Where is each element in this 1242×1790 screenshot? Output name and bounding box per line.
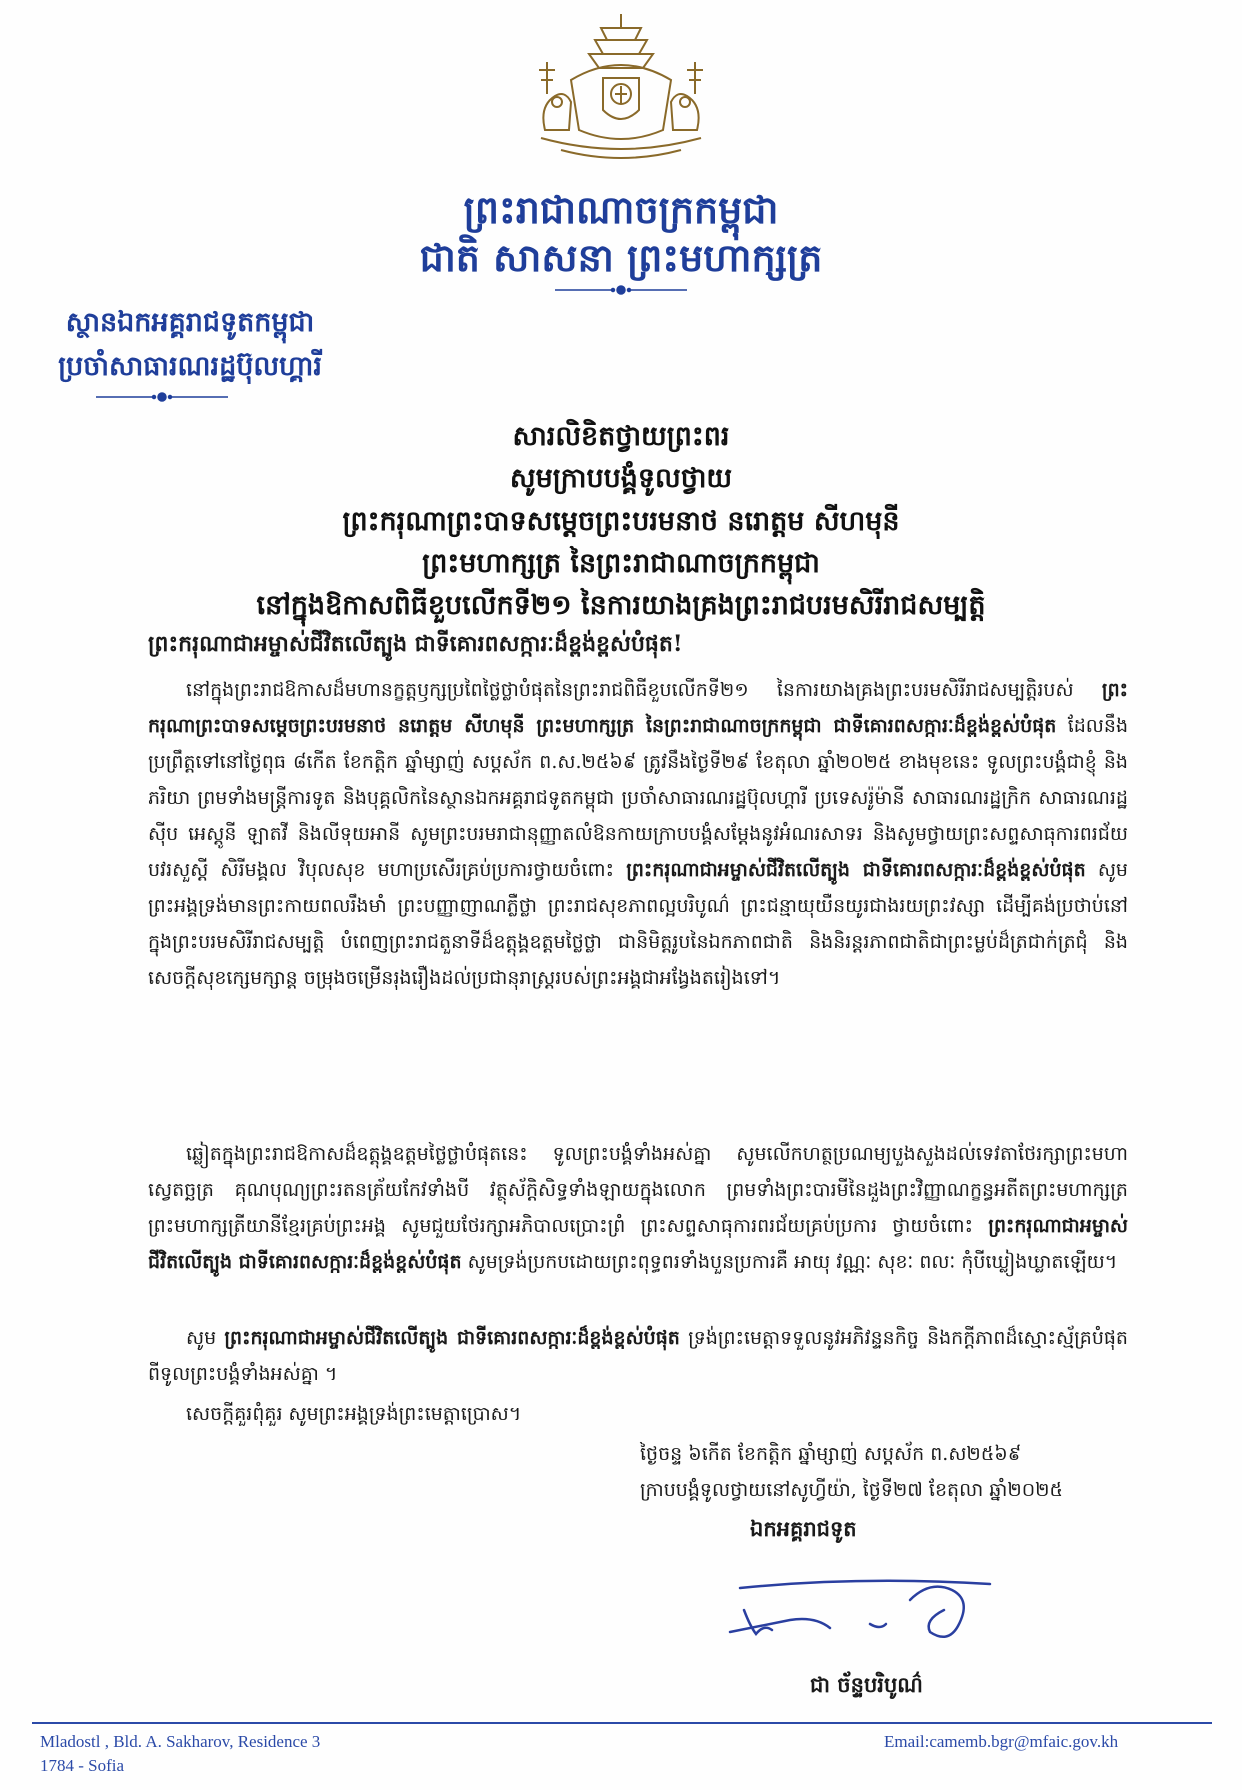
paragraph-2 bbox=[148, 1136, 1128, 1321]
paragraph-text: ទ្រង់ព្រះមេត្តាទទួលនូវអភិវន្ទនកិច្ច និងកក្តីភាពដ៏ស្មោះស្ម័គ្របំផុត ពីទូលព្រះបង្គំទាំងអស់គ្នា ។ bbox=[148, 1327, 1128, 1385]
paragraph-text: សូម bbox=[186, 1327, 217, 1349]
letter-title-line5: នៅក្នុងឱកាសពិធីខួបលើកទី២១ នៃការយាងគ្រងព្រះរាជបរមសិរីរាជសម្បត្តិ bbox=[256, 590, 986, 621]
closing-line: សេចក្តីគួរពុំគួរ សូមព្រះអង្គទ្រង់ព្រះមេត្តាប្រោស។ bbox=[186, 1403, 522, 1425]
paragraph-1 bbox=[148, 672, 1128, 1132]
paragraph-text: សូមទ្រង់ប្រកបដោយព្រះពុទ្ធពរទាំងបួនប្រការគឺ អាយុ វណ្ណៈ សុខៈ ពលៈ កុំបីឃ្លៀងឃ្លាតឡើយ។ bbox=[467, 1251, 1118, 1273]
paragraph-text: ឆ្លៀតក្នុងព្រះរាជឱកាសដ៏ឧត្តុង្គឧត្តមថ្លៃថ្លាបំផុតនេះ ទូលព្រះបង្គំទាំងអស់គ្នា សូមលើកហត្ថប្រណម្យបួងសួងដល់ទេវតាថែរក្សាព្រះមហាស្វេតច្ឆត្រ គុណបុណ្យព្រះរតនត្រ័យកែវទាំងបី វត្ថុស័ក្តិសិទ្ធទាំងឡាយក្នុងលោក ព្រមទាំងព្រះបារមីនៃដួងព្រះវិញ្ញាណក្ខន្ធអតីតព្រះមហាក្សត្រ ព្រះមហាក្សត្រីយានីខ្មែរគ្រប់ព្រះអង្គ សូមជួយថែរក្សាអភិបាលប្រោះព្រំ ព្រះសព្ទសាធុការពរជ័យគ្រប់ប្រការ ថ្វាយចំពោះ bbox=[148, 1143, 1128, 1237]
letter-title-line2: សូមក្រាបបង្គំទូលថ្វាយ bbox=[509, 463, 733, 494]
letter-title: សារលិខិតថ្វាយព្រះពរ bbox=[512, 421, 730, 452]
paragraph-bold-text: ព្រះករុណាជាអម្ចាស់ជីវិតលើត្បូង ជាទីគោរពសក្ការៈដ៏ខ្ពង់ខ្ពស់បំផុត bbox=[626, 859, 1086, 881]
paragraph-bold-text: ព្រះករុណាព្រះបាទសម្តេចព្រះបរមនាថ នរោត្តម សីហមុនី ព្រះមហាក្សត្រ នៃព្រះរាជាណាចក្រកម្ពុជា ជាទីគោរពសក្ការៈដ៏ខ្ពង់ខ្ពស់បំផុត bbox=[148, 679, 1128, 737]
paragraph-text: ដែលនឹងប្រព្រឹត្តទៅនៅថ្ងៃពុធ ៨កើត ខែកត្តិក ឆ្នាំម្សាញ់ សប្តស័ក ព.ស.២៥៦៩ ត្រូវនឹងថ្ងៃទី២៩ ខែតុលា ឆ្នាំ២០២៥ ខាងមុខនេះ ទូលព្រះបង្គំជាខ្ញុំ និងភរិយា ព្រមទាំងមន្រ្តីការទូត និងបុគ្គលិកនៃស្ថានឯកអគ្គរាជទូតកម្ពុជា ប្រចាំសាធារណរដ្ឋប៊ុលហ្គារី ប្រទេសរ៉ូម៉ានី សាធារណរដ្ឋក្រិក សាធារណរដ្ឋស៊ីប អេស្តូនី ឡាតវី និងលីទុយអានី សូមព្រះបរមរាជានុញ្ញាតលំឱនកាយក្រាបបង្គំសម្តែងនូវអំណរសាទរ និងសូមថ្វាយព្រះសព្ទសាធុការពរជ័យ បវរសួស្តី សិរីមង្គល វិបុលសុខ មហាប្រសើរគ្រប់ប្រការថ្វាយចំពោះ bbox=[148, 715, 1129, 881]
embassy-name: ស្ថានឯកអគ្គរាជទូតកម្ពុជា bbox=[65, 307, 315, 338]
salutation: ព្រះករុណាជាអម្ចាស់ជីវិតលើត្បូង ជាទីគោរពសក្ការៈដ៏ខ្ពង់ខ្ពស់បំផុត! bbox=[148, 631, 683, 657]
solar-date: ក្រាបបង្គំទូលថ្វាយនៅសូហ្វីយ៉ា, ថ្ងៃទី២៧ ខែតុលា ឆ្នាំ២០២៥ bbox=[640, 1479, 1063, 1501]
paragraph-bold-text: ព្រះករុណាជាអម្ចាស់ជីវិតលើត្បូង ជាទីគោរពសក្ការៈដ៏ខ្ពង់ខ្ពស់បំផុត bbox=[224, 1327, 680, 1349]
kingdom-name: ព្រះរាជាណាចក្រកម្ពុជា bbox=[463, 187, 779, 232]
signer-name: ជា ច័ន្ទបរិបូណ៌ bbox=[810, 1672, 923, 1697]
paragraph-bold-text: ព្រះករុណាជាអម្ចាស់ជីវិតលើត្បូង ជាទីគោរពសក្ការៈដ៏ខ្ពង់ខ្ពស់បំផុត bbox=[148, 1215, 1128, 1273]
lunar-date: ថ្ងៃចន្ទ ៦កើត ខែកត្តិក ឆ្នាំម្សាញ់ សប្តស័ក ព.ស២៥៦៩ bbox=[640, 1443, 1022, 1465]
footer-divider bbox=[32, 1722, 1212, 1724]
embassy-location: ប្រចាំសាធារណរដ្ឋប៊ុលហ្គារី bbox=[58, 351, 322, 382]
paragraph-3 bbox=[148, 1320, 1128, 1400]
handwritten-signature-icon bbox=[720, 1570, 1000, 1660]
national-motto: ជាតិ សាសនា ព្រះមហាក្សត្រ bbox=[419, 235, 823, 280]
letter-title-line3: ព្រះករុណាព្រះបាទសម្តេចព្រះបរមនាថ នរោត្តម សីហមុនី bbox=[342, 506, 900, 537]
paragraph-text: សូមព្រះអង្គទ្រង់មានព្រះកាយពលរឹងមាំ ព្រះបញ្ញាញាណភ្លឺថ្លា ព្រះរាជសុខភាពល្អបរិបូណ៌ ព្រះជន្មាយុយឺនយូរជាងរយព្រះវស្សា ដើម្បីគង់ប្រថាប់នៅក្នុងព្រះបរមសិរីរាជសម្បត្តិ បំពេញព្រះរាជតួនាទីដ៏ឧត្តុង្គឧត្តមថ្លៃថ្លា ជានិមិត្តរូបនៃឯកភាពជាតិ និងនិរន្តរភាពជាតិជាព្រះម្លប់ដ៏ត្រជាក់ត្រជុំ និងសេចក្តីសុខក្សេមក្សាន្ត ចម្រុងចម្រើនរុងរឿងដល់ប្រជានុរាស្រ្តរបស់ព្រះអង្គជាអង្វែងតរៀងទៅ។ bbox=[148, 859, 1128, 989]
royal-coat-of-arms-icon bbox=[531, 10, 711, 170]
letter-title-line4: ព្រះមហាក្សត្រ នៃព្រះរាជាណាចក្រកម្ពុជា bbox=[422, 548, 820, 579]
footer-city: 1784 - Sofia bbox=[40, 1756, 125, 1775]
ornament-divider-icon bbox=[96, 390, 228, 404]
footer-email-link[interactable]: Email:camemb.bgr@mfaic.gov.kh bbox=[884, 1732, 1119, 1751]
ornament-divider-icon bbox=[555, 283, 687, 297]
paragraph-text: នៅក្នុងព្រះរាជឱកាសដ៏មហានក្ខត្តឫក្សប្រពៃថ្លៃថ្លាបំផុតនៃព្រះរាជពិធីខួបលើកទី២១ នៃការយាងគ្រងព្រះបរមសិរីរាជសម្បត្តិរបស់ bbox=[186, 679, 1074, 701]
signer-title: ឯកអគ្គរាជទូត bbox=[750, 1516, 857, 1541]
footer-address: Mladostl , Bld. A. Sakharov, Residence 3 bbox=[40, 1732, 321, 1751]
